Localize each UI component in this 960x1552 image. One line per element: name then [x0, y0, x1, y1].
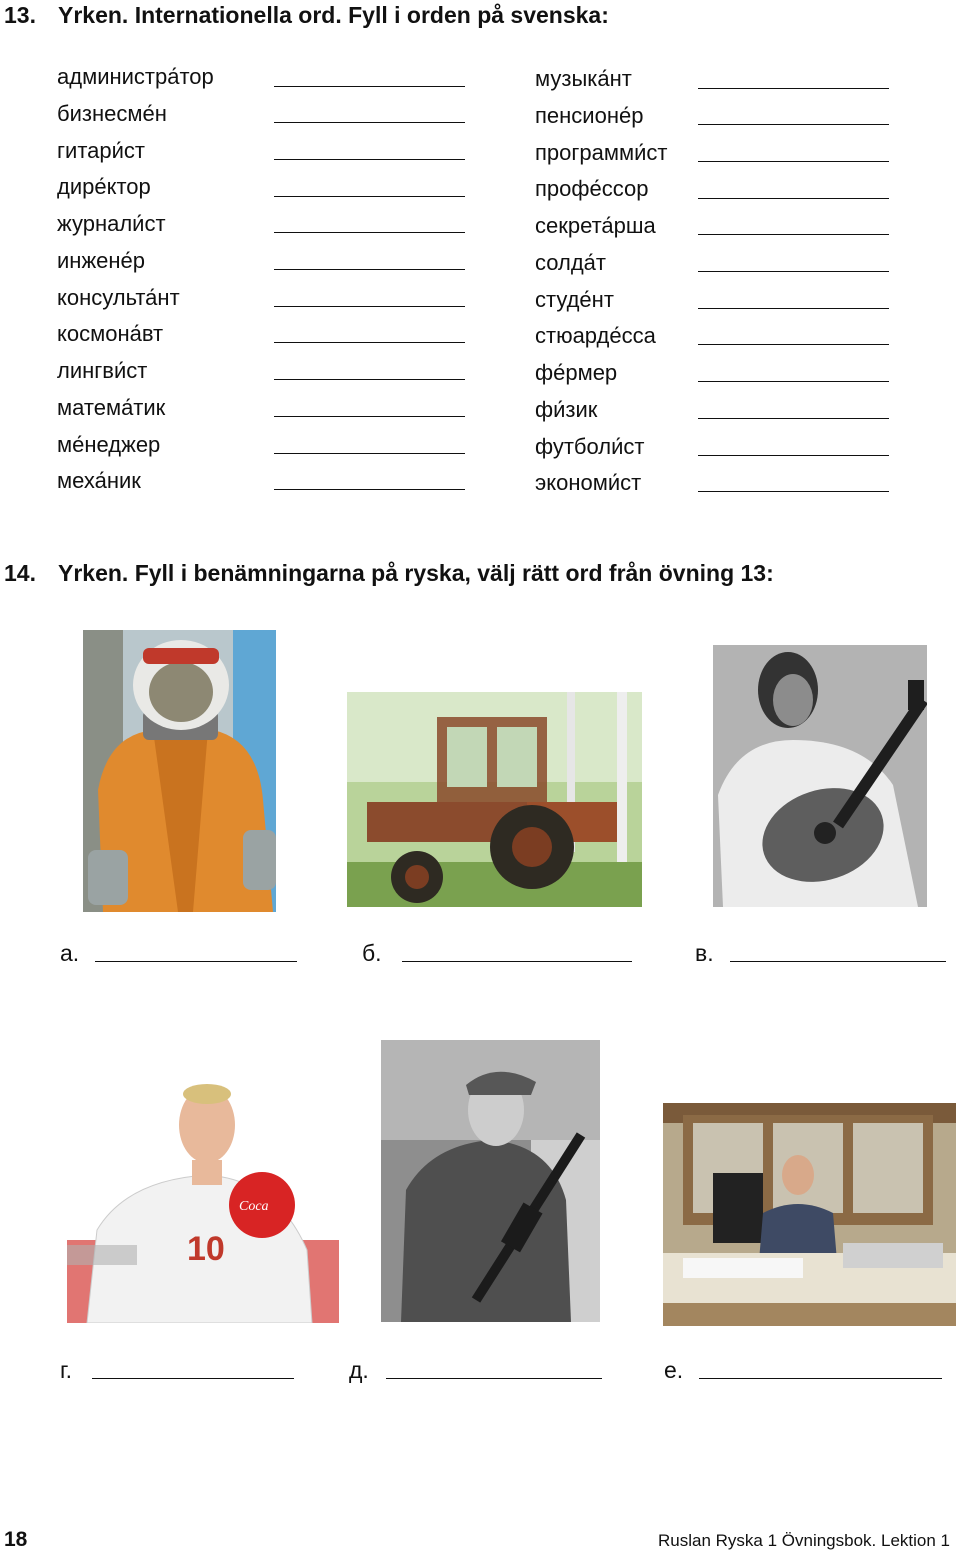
footballer-photo	[67, 1080, 339, 1323]
answer-line[interactable]	[274, 196, 465, 197]
word-item: матема́тик	[57, 395, 166, 420]
answer-line[interactable]	[698, 198, 889, 199]
book-title: Ruslan Ryska 1 Övningsbok. Lektion 1	[658, 1531, 950, 1550]
word-item: фи́зик	[535, 397, 598, 422]
answer-line[interactable]	[386, 1378, 602, 1379]
word-item: футболи́ст	[535, 434, 645, 459]
answer-line[interactable]	[274, 379, 465, 380]
answer-line[interactable]	[274, 306, 465, 307]
word-item: гитари́ст	[57, 138, 145, 163]
word-item: космона́вт	[57, 321, 164, 346]
exercise-13-number: 13.	[4, 2, 36, 28]
page-number: 18	[4, 1528, 28, 1551]
word-item: ме́неджер	[57, 432, 161, 457]
answer-line[interactable]	[699, 1378, 942, 1379]
photo-label-b: б.	[362, 940, 382, 966]
photo-label-e: е.	[664, 1357, 684, 1383]
svg-text:10: 10	[187, 1230, 225, 1268]
answer-line[interactable]	[698, 124, 889, 125]
word-item: студе́нт	[535, 287, 614, 312]
answer-line[interactable]	[402, 961, 632, 962]
answer-line[interactable]	[274, 122, 465, 123]
answer-line[interactable]	[730, 961, 946, 962]
photo-label-v: в.	[695, 940, 714, 966]
answer-line[interactable]	[92, 1378, 294, 1379]
word-item: бизнесме́н	[57, 101, 167, 126]
answer-line[interactable]	[698, 418, 889, 419]
word-item: стюарде́сса	[535, 323, 656, 348]
word-item: журнали́ст	[57, 211, 166, 236]
answer-line[interactable]	[274, 489, 465, 490]
answer-line[interactable]	[274, 159, 465, 160]
office-director-photo	[663, 1103, 956, 1326]
answer-line[interactable]	[698, 308, 889, 309]
tractor-photo	[347, 692, 642, 907]
answer-line[interactable]	[274, 342, 465, 343]
word-item: пенсионе́р	[535, 103, 644, 128]
word-item: солда́т	[535, 250, 606, 275]
exercise-14-title: Yrken. Fyll i benämningarna på ryska, välj rätt ord från övning 13:	[58, 560, 774, 586]
photo-label-d: д.	[349, 1357, 369, 1383]
answer-line[interactable]	[698, 381, 889, 382]
answer-line[interactable]	[698, 455, 889, 456]
answer-line[interactable]	[274, 86, 465, 87]
answer-line[interactable]	[698, 161, 889, 162]
word-item: дире́ктор	[57, 174, 151, 199]
exercise-14-heading	[4, 560, 774, 587]
word-item: инжене́р	[57, 248, 146, 273]
answer-line[interactable]	[274, 453, 465, 454]
word-item: секрета́рша	[535, 213, 656, 238]
word-item: экономи́ст	[535, 470, 642, 495]
word-item: меха́ник	[57, 468, 141, 493]
word-item: программи́ст	[535, 140, 668, 165]
word-item: лингви́ст	[57, 358, 148, 383]
answer-line[interactable]	[698, 491, 889, 492]
cosmonaut-photo	[83, 630, 276, 912]
guitarist-photo	[713, 645, 927, 907]
photo-label-a: а.	[60, 940, 80, 966]
photo-label-g: г.	[60, 1357, 72, 1383]
word-item: профе́ссор	[535, 176, 649, 201]
word-item: администра́тор	[57, 64, 214, 89]
answer-line[interactable]	[698, 344, 889, 345]
answer-line[interactable]	[698, 234, 889, 235]
word-item: консульта́нт	[57, 285, 180, 310]
answer-line[interactable]	[274, 269, 465, 270]
answer-line[interactable]	[698, 271, 889, 272]
answer-line[interactable]	[274, 416, 465, 417]
svg-text:Coca: Coca	[239, 1199, 269, 1214]
answer-line[interactable]	[95, 961, 297, 962]
word-item: музыка́нт	[535, 66, 632, 91]
soldier-photo	[381, 1040, 600, 1322]
exercise-14-number: 14.	[4, 560, 36, 586]
answer-line[interactable]	[274, 232, 465, 233]
exercise-13-title: Yrken. Internationella ord. Fyll i orden på svenska:	[58, 2, 609, 28]
answer-line[interactable]	[698, 88, 889, 89]
exercise-13-heading	[4, 2, 609, 29]
word-item: фе́рмер	[535, 360, 618, 385]
